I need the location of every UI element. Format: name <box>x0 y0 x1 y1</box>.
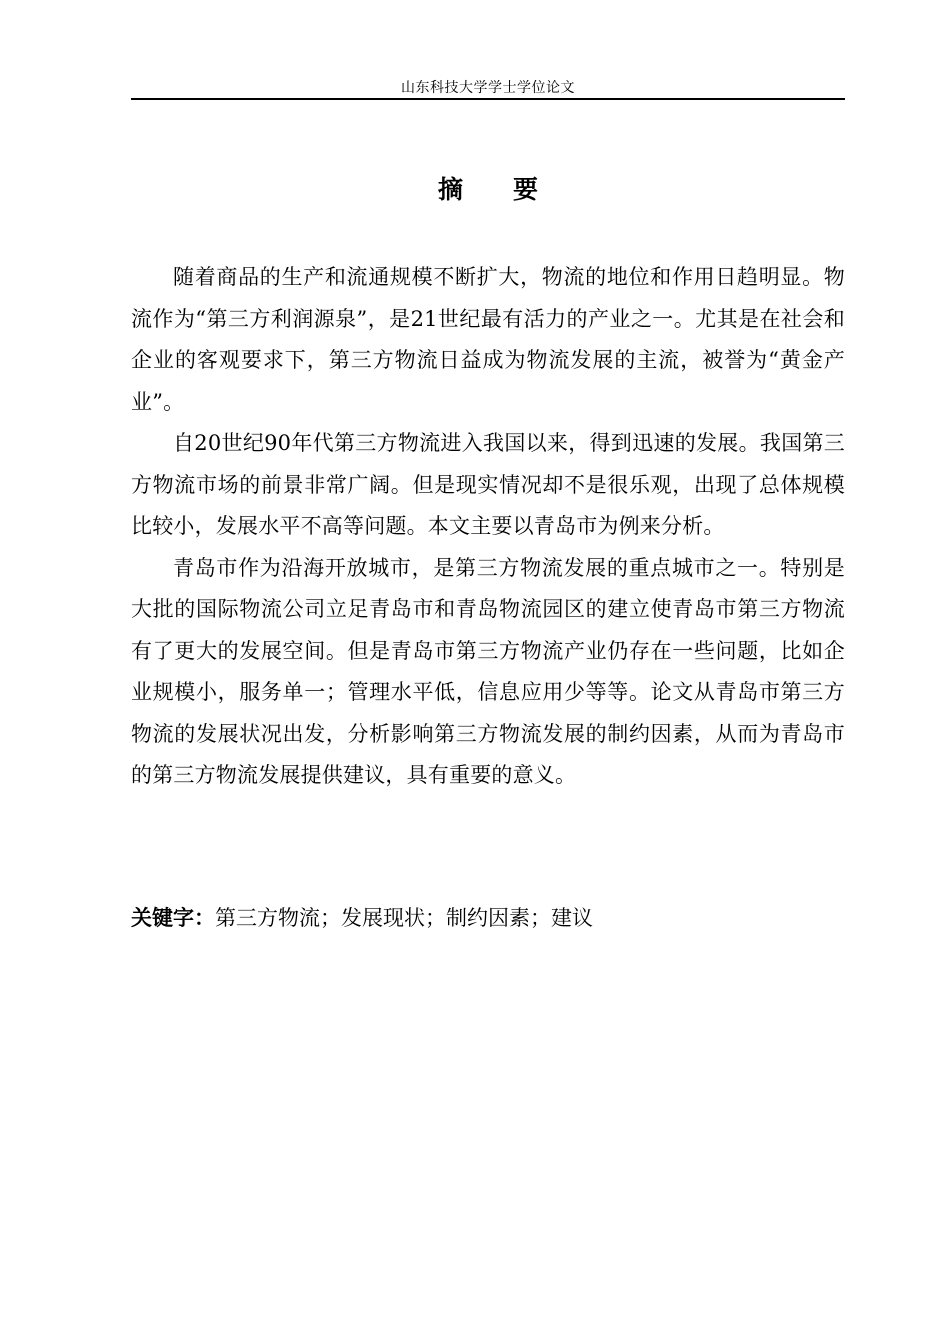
running-header: 山东科技大学学士学位论文 <box>401 80 575 96</box>
abstract-title-char-2: 要 <box>513 175 539 204</box>
abstract-title-char-1: 摘 <box>437 175 463 204</box>
abstract-title <box>131 172 845 208</box>
keywords-text: 第三方物流；发展现状；制约因素；建议 <box>215 906 593 930</box>
abstract-paragraph-1: 随着商品的生产和流通规模不断扩大，物流的地位和作用日趋明显。物流作为“第三方利润源泉”，是21世纪最有活力的产业之一。尤其是在社会和企业的客观要求下，第三方物流日益成为物流发展的主流，被誉为“黄金产业”。 <box>131 265 845 414</box>
abstract-paragraph-2: 自20世纪90年代第三方物流进入我国以来，得到迅速的发展。我国第三方物流市场的前景非常广阔。但是现实情况却不是很乐观，出现了总体规模比较小，发展水平不高等问题。本文主要以青岛市为例来分析。 <box>131 431 845 538</box>
header-rule <box>131 98 845 100</box>
keywords-line <box>131 898 845 939</box>
abstract-paragraph-3: 青岛市作为沿海开放城市，是第三方物流发展的重点城市之一。特别是大批的国际物流公司立足青岛市和青岛物流园区的建立使青岛市第三方物流有了更大的发展空间。但是青岛市第三方物流产业仍存在一些问题，比如企业规模小，服务单一；管理水平低，信息应用少等等。论文从青岛市第三方物流的发展状况出发，分析影响第三方物流发展的制约因素，从而为青岛市的第三方物流发展提供建议，具有重要的意义。 <box>131 555 845 787</box>
abstract-body <box>131 257 845 797</box>
keywords-label: 关键字： <box>131 906 215 930</box>
